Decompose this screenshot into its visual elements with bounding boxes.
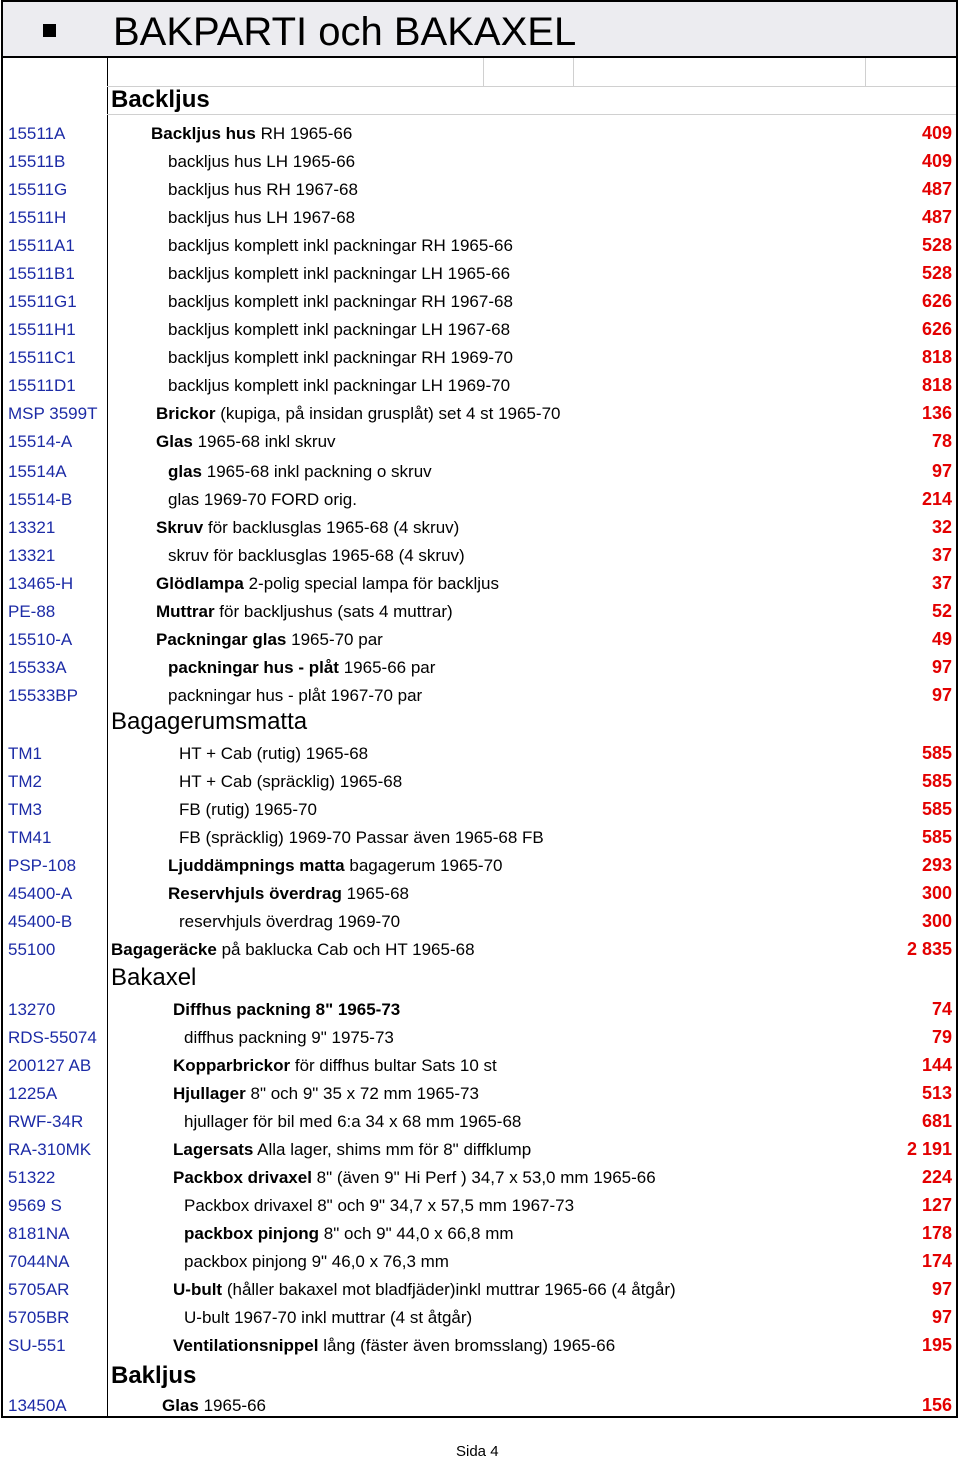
part-number: 15511B1 — [8, 264, 75, 283]
part-details: 1965-66 — [203, 1396, 266, 1415]
part-description — [173, 1000, 400, 1020]
table-row — [3, 1276, 956, 1304]
price: 97 — [931, 461, 952, 481]
table-row — [3, 1304, 956, 1332]
part-name: Lagersats — [173, 1140, 254, 1159]
part-number: 51322 — [8, 1168, 56, 1187]
part-details: U-bult 1967-70 inkl muttrar (4 st åtgår) — [184, 1308, 473, 1327]
table-row — [3, 626, 956, 654]
price: 300 — [921, 883, 952, 903]
table-row — [3, 1052, 956, 1080]
part-number: PE-88 — [8, 602, 56, 621]
table-row — [3, 1136, 956, 1164]
part-description — [184, 1252, 449, 1272]
part-details: lång (fäster även bromsslang) 1965-66 — [323, 1336, 616, 1355]
part-details: bagagerum 1965-70 — [349, 856, 503, 875]
part-number: PSP-108 — [8, 856, 77, 875]
part-name: Ljuddämpnings matta — [168, 856, 345, 875]
price: 214 — [921, 489, 952, 509]
section-heading: Bakljus — [111, 1362, 197, 1389]
price: 513 — [921, 1083, 952, 1103]
table-row — [3, 542, 956, 570]
part-description — [173, 1084, 479, 1104]
part-details: skruv för backlusglas 1965-68 (4 skruv) — [168, 546, 465, 565]
part-number: TM3 — [8, 800, 42, 819]
part-number: 8181NA — [8, 1224, 70, 1243]
table-row — [3, 204, 956, 232]
part-number: 55100 — [8, 940, 56, 959]
part-details: HT + Cab (spräcklig) 1965-68 — [179, 772, 403, 791]
part-details: 2-polig special lampa för backljus — [248, 574, 499, 593]
part-number: TM1 — [8, 744, 42, 763]
price: 2 191 — [906, 1139, 952, 1159]
price: 97 — [931, 657, 952, 677]
part-name: Hjullager — [173, 1084, 246, 1103]
part-details: backljus hus LH 1965-66 — [168, 152, 356, 171]
page-header — [3, 2, 956, 58]
part-number: 15511G — [8, 180, 68, 199]
price: 97 — [931, 1307, 952, 1327]
part-name: Glas — [162, 1396, 199, 1415]
table-row — [3, 936, 956, 964]
part-description — [179, 828, 544, 848]
part-description — [168, 658, 435, 678]
table-row — [3, 1332, 956, 1360]
table-row — [3, 176, 956, 204]
part-details: FB (spräcklig) 1969-70 Passar även 1965-68 FB — [179, 828, 544, 847]
table-row — [3, 372, 956, 400]
price: 409 — [921, 151, 952, 171]
table-row — [3, 1192, 956, 1220]
part-description — [168, 180, 358, 200]
table-row — [3, 288, 956, 316]
price: 144 — [921, 1055, 952, 1075]
part-description — [168, 462, 432, 482]
part-description — [156, 518, 459, 538]
price: 78 — [931, 431, 952, 451]
part-description — [179, 800, 317, 820]
part-details: backljus hus LH 1967-68 — [168, 208, 356, 227]
part-number: 45400-A — [8, 884, 73, 903]
part-details: 8" (även 9" Hi Perf ) 34,7 x 53,0 mm 1965-66 — [316, 1168, 656, 1187]
part-description — [151, 124, 352, 144]
part-name: packningar hus - plåt — [168, 658, 339, 677]
price: 585 — [921, 771, 952, 791]
part-description — [156, 630, 383, 650]
part-name: Muttrar — [156, 602, 215, 621]
part-number: 200127 AB — [8, 1056, 92, 1075]
price: 37 — [931, 545, 952, 565]
part-name: Reservhjuls överdrag — [168, 884, 342, 903]
price: 293 — [921, 855, 952, 875]
price: 818 — [921, 375, 952, 395]
page-number: Sida 4 — [456, 1443, 499, 1460]
part-name: packbox pinjong — [184, 1224, 320, 1243]
table-row — [3, 120, 956, 148]
price: 74 — [931, 999, 952, 1019]
part-number: 9569 S — [8, 1196, 62, 1215]
part-description — [168, 884, 409, 904]
price: 178 — [921, 1223, 952, 1243]
part-description — [168, 292, 513, 312]
part-number: RDS-55074 — [8, 1028, 97, 1047]
part-description — [179, 744, 368, 764]
table-row — [3, 768, 956, 796]
part-details: backljus komplett inkl packningar RH 1965-66 — [168, 236, 513, 255]
table-row — [3, 1024, 956, 1052]
part-details: (håller bakaxel mot bladfjäder)inkl muttrar 1965-66 (4 åtgår) — [226, 1280, 676, 1299]
part-details: packbox pinjong 9" 46,0 x 76,3 mm — [184, 1252, 449, 1271]
part-number: 7044NA — [8, 1252, 70, 1271]
part-number: 13465-H — [8, 574, 74, 593]
price: 487 — [921, 179, 952, 199]
table-row — [3, 486, 956, 514]
part-details: 8" och 9" 35 x 72 mm 1965-73 — [250, 1084, 479, 1103]
price: 49 — [931, 629, 952, 649]
price: 32 — [931, 517, 952, 537]
price: 528 — [921, 235, 952, 255]
table-row — [3, 514, 956, 542]
price-list-sheet — [1, 0, 958, 1418]
part-number: 13321 — [8, 546, 56, 565]
part-number: TM2 — [8, 772, 42, 791]
part-details: 1965-70 par — [291, 630, 383, 649]
price: 97 — [931, 1279, 952, 1299]
table-row — [3, 682, 956, 710]
part-details: diffhus packning 9" 1975-73 — [184, 1028, 394, 1047]
part-details: glas 1969-70 FORD orig. — [168, 490, 357, 509]
part-description — [111, 940, 475, 960]
part-name: glas — [168, 462, 203, 481]
table-row — [3, 1080, 956, 1108]
part-description — [173, 1168, 656, 1188]
part-description — [168, 376, 510, 396]
table-row — [3, 908, 956, 936]
part-description — [168, 856, 502, 876]
part-number: 15511H1 — [8, 320, 76, 339]
part-details: hjullager för bil med 6:a 34 x 68 mm 1965-68 — [184, 1112, 522, 1131]
part-number: RWF-34R — [8, 1112, 84, 1131]
price: 174 — [921, 1251, 952, 1271]
table-row — [3, 1392, 956, 1420]
grid-line — [573, 58, 574, 86]
part-number: 15511A1 — [8, 236, 75, 255]
table-row — [3, 570, 956, 598]
part-number: 15533A — [8, 658, 67, 677]
price: 127 — [921, 1195, 952, 1215]
part-number: 13321 — [8, 518, 56, 537]
part-details: FB (rutig) 1965-70 — [179, 800, 317, 819]
part-details: 1965-68 — [346, 884, 409, 903]
table-row — [3, 654, 956, 682]
part-description — [168, 236, 513, 256]
price: 528 — [921, 263, 952, 283]
part-details: Alla lager, shims mm för 8" diffklump — [257, 1140, 532, 1159]
part-name: Glödlampa — [156, 574, 244, 593]
page-title: BAKPARTI och BAKAXEL — [113, 10, 577, 54]
part-name: U-bult — [173, 1280, 223, 1299]
part-description — [173, 1280, 676, 1300]
part-description — [168, 546, 465, 566]
price: 224 — [921, 1167, 952, 1187]
part-name: Diffhus packning 8" 1965-73 — [173, 1000, 401, 1019]
part-description — [173, 1140, 531, 1160]
part-description — [184, 1112, 521, 1132]
table-row — [3, 458, 956, 486]
part-number: 5705AR — [8, 1280, 70, 1299]
part-description — [184, 1028, 394, 1048]
part-description — [168, 686, 422, 706]
part-details: 8" och 9" 44,0 x 66,8 mm — [323, 1224, 514, 1243]
table-row — [3, 1164, 956, 1192]
part-details: för backlusglas 1965-68 (4 skruv) — [207, 518, 460, 537]
part-details: backljus komplett inkl packningar RH 1969-70 — [168, 348, 513, 367]
table-row — [3, 428, 956, 456]
section-heading: Backljus — [111, 86, 210, 113]
part-details: Packbox drivaxel 8" och 9" 34,7 x 57,5 mm 1967-73 — [184, 1196, 575, 1215]
part-details: 1965-68 inkl skruv — [197, 432, 336, 451]
part-number: 15511D1 — [8, 376, 76, 395]
price: 300 — [921, 911, 952, 931]
part-name: Kopparbrickor — [173, 1056, 291, 1075]
part-details: backljus hus RH 1967-68 — [168, 180, 358, 199]
part-number: TM41 — [8, 828, 52, 847]
part-name: Brickor — [156, 404, 216, 423]
part-description — [156, 602, 453, 622]
part-number: 1225A — [8, 1084, 58, 1103]
part-number: 13270 — [8, 1000, 56, 1019]
part-description — [168, 152, 355, 172]
part-description — [184, 1196, 574, 1216]
part-number: 13450A — [8, 1396, 67, 1415]
price: 585 — [921, 743, 952, 763]
price: 409 — [921, 123, 952, 143]
part-details: 1965-66 par — [343, 658, 436, 677]
table-row — [3, 880, 956, 908]
part-number: 15511A — [8, 124, 66, 143]
table-row — [3, 1108, 956, 1136]
part-number: 5705BR — [8, 1308, 70, 1327]
table-row — [3, 316, 956, 344]
part-number: SU-551 — [8, 1336, 66, 1355]
part-number: 15514-B — [8, 490, 73, 509]
price: 52 — [931, 601, 952, 621]
part-description — [156, 574, 499, 594]
table-row — [3, 148, 956, 176]
grid-line — [107, 114, 956, 115]
table-row — [3, 598, 956, 626]
part-name: Glas — [156, 432, 193, 451]
part-description — [168, 348, 513, 368]
table-row — [3, 824, 956, 852]
part-description — [168, 320, 510, 340]
part-description — [173, 1336, 615, 1356]
part-details: HT + Cab (rutig) 1965-68 — [179, 744, 369, 763]
grid-line — [107, 86, 956, 87]
table-row — [3, 996, 956, 1024]
part-number: 15511B — [8, 152, 66, 171]
part-number: 15511C1 — [8, 348, 76, 367]
price: 195 — [921, 1335, 952, 1355]
part-description — [184, 1224, 514, 1244]
price: 585 — [921, 827, 952, 847]
part-number: 15533BP — [8, 686, 78, 705]
part-details: på baklucka Cab och HT 1965-68 — [221, 940, 475, 959]
part-description — [179, 772, 402, 792]
part-details: packningar hus - plåt 1967-70 par — [168, 686, 423, 705]
table-row — [3, 400, 956, 428]
part-description — [179, 912, 400, 932]
table-row — [3, 1220, 956, 1248]
bullet-icon — [43, 24, 56, 37]
price: 487 — [921, 207, 952, 227]
part-number: 15514-A — [8, 432, 73, 451]
section-heading: Bagagerumsmatta — [111, 708, 308, 735]
part-details: backljus komplett inkl packningar RH 1967-68 — [168, 292, 513, 311]
table-row — [3, 344, 956, 372]
table-row — [3, 740, 956, 768]
price: 79 — [931, 1027, 952, 1047]
part-name: Skruv — [156, 518, 204, 537]
part-details: backljus komplett inkl packningar LH 1967-68 — [168, 320, 511, 339]
part-description — [173, 1056, 497, 1076]
part-name: Packningar glas — [156, 630, 287, 649]
part-details: reservhjuls överdrag 1969-70 — [179, 912, 401, 931]
grid-line — [483, 58, 484, 86]
part-description — [156, 404, 560, 424]
part-number: 15510-A — [8, 630, 73, 649]
price: 37 — [931, 573, 952, 593]
price: 585 — [921, 799, 952, 819]
part-details: för diffhus bultar Sats 10 st — [294, 1056, 497, 1075]
table-row — [3, 1248, 956, 1276]
price: 97 — [931, 685, 952, 705]
part-number: 15514A — [8, 462, 67, 481]
part-number: 45400-B — [8, 912, 73, 931]
table-row — [3, 796, 956, 824]
part-details: RH 1965-66 — [260, 124, 353, 143]
part-details: backljus komplett inkl packningar LH 1965-66 — [168, 264, 511, 283]
section-heading: Bakaxel — [111, 964, 197, 991]
table-row — [3, 232, 956, 260]
part-name: Backljus hus — [151, 124, 256, 143]
part-description — [168, 208, 355, 228]
part-number: MSP 3599T — [8, 404, 98, 423]
part-description — [168, 490, 357, 510]
price: 681 — [921, 1111, 952, 1131]
part-details: för backljushus (sats 4 muttrar) — [219, 602, 453, 621]
price: 626 — [921, 291, 952, 311]
price: 136 — [921, 403, 952, 423]
price: 2 835 — [906, 939, 952, 959]
price: 818 — [921, 347, 952, 367]
part-details: backljus komplett inkl packningar LH 1969-70 — [168, 376, 511, 395]
table-row — [3, 260, 956, 288]
part-number: RA-310MK — [8, 1140, 92, 1159]
part-details: (kupiga, på insidan grusplåt) set 4 st 1965-70 — [220, 404, 561, 423]
part-number: 15511H — [8, 208, 67, 227]
part-description — [168, 264, 510, 284]
part-description — [156, 432, 336, 452]
table-row — [3, 852, 956, 880]
price: 156 — [921, 1395, 952, 1415]
part-number: 15511G1 — [8, 292, 77, 311]
part-name: Bagageräcke — [111, 940, 217, 959]
price: 626 — [921, 319, 952, 339]
grid-line — [865, 58, 866, 86]
part-name: Ventilationsnippel — [173, 1336, 319, 1355]
part-details: 1965-68 inkl packning o skruv — [206, 462, 432, 481]
part-description — [162, 1396, 266, 1416]
part-description — [184, 1308, 472, 1328]
part-name: Packbox drivaxel — [173, 1168, 312, 1187]
